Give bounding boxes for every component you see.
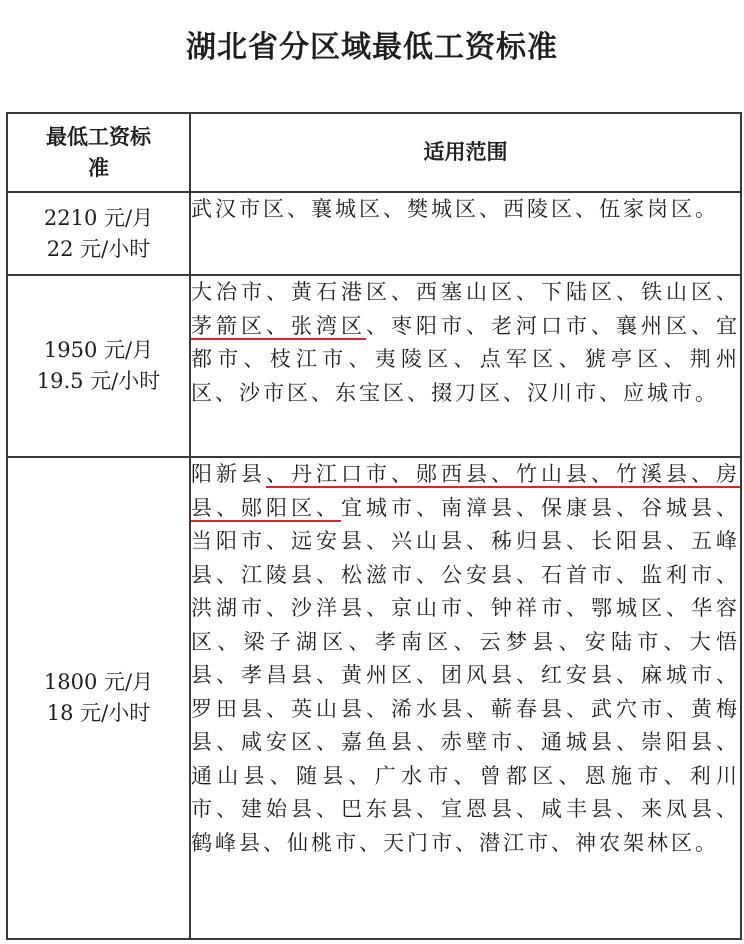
wage-cell: [7, 457, 190, 939]
table-row: [7, 275, 741, 457]
table-row: [7, 457, 741, 939]
table-row: [7, 192, 741, 275]
hourly-wage: 19.5 元/小时: [36, 369, 161, 393]
scope-text: 武汉市区、襄城区、樊城区、西陵区、伍家岗区。: [191, 197, 719, 221]
scope-cell: [190, 275, 741, 457]
scope-text-continued: 宜城市、南漳县、保康县、谷城县、当阳市、远安县、兴山县、秭归县、长阳县、五峰县、江陵县、松滋市、公安县、石首市、监利市、洪湖市、沙洋县、京山市、钟祥市、鄂城区、华容区、梁子湖区、孝南区、云梦县、安陆市、大悟县、孝昌县、黄州区、团风县、红安县、麻城市、罗田县、英山县、浠水县、蕲春县、武穴市、黄梅县、咸安区、嘉鱼县、赤壁市、通城县、崇阳县、通山县、随县、广水市、曾都区、恩施市、利川市、建始县、巴东县、宣恩县、咸丰县、来凤县、鹤峰县、仙桃市、天门市、潜江市、神农架林区。: [191, 495, 740, 855]
highlighted-scope-text: 茅箭区、张湾区: [191, 313, 366, 338]
wage-cell: [7, 275, 190, 457]
monthly-wage: 2210 元/月: [43, 205, 154, 230]
hourly-wage: 18 元/小时: [46, 701, 151, 725]
page-title: 湖北省分区域最低工资标准: [186, 30, 558, 65]
scope-text: 大冶市、黄石港区、西塞山区、下陆区、铁山区、: [191, 280, 740, 304]
wage-cell: [7, 192, 190, 275]
monthly-wage: 1800 元/月: [43, 670, 154, 694]
wage-column-header: [7, 113, 190, 192]
wage-column-header-label: 最低工资标准: [46, 124, 151, 180]
scope-text-continued: 、枣阳市、老河口市、襄州区、宜都市、枝江市、夷陵区、点军区、猇亭区、荆州区、沙市区、东宝区、掇刀区、汉川市、应城市。: [191, 313, 740, 405]
highlighted-scope-text: 、丹江口市、郧西县、竹山县、竹溪县、房县、郧阳区、: [191, 462, 740, 520]
minimum-wage-table: [6, 112, 742, 940]
scope-cell: [190, 457, 741, 939]
table-header-row: [7, 113, 741, 192]
scope-text: 阳新县: [191, 462, 266, 486]
scope-column-header: 适用范围: [190, 113, 741, 192]
monthly-wage: 1950 元/月: [43, 338, 154, 362]
hourly-wage: 22 元/小时: [46, 236, 151, 261]
scope-cell: [190, 192, 741, 275]
